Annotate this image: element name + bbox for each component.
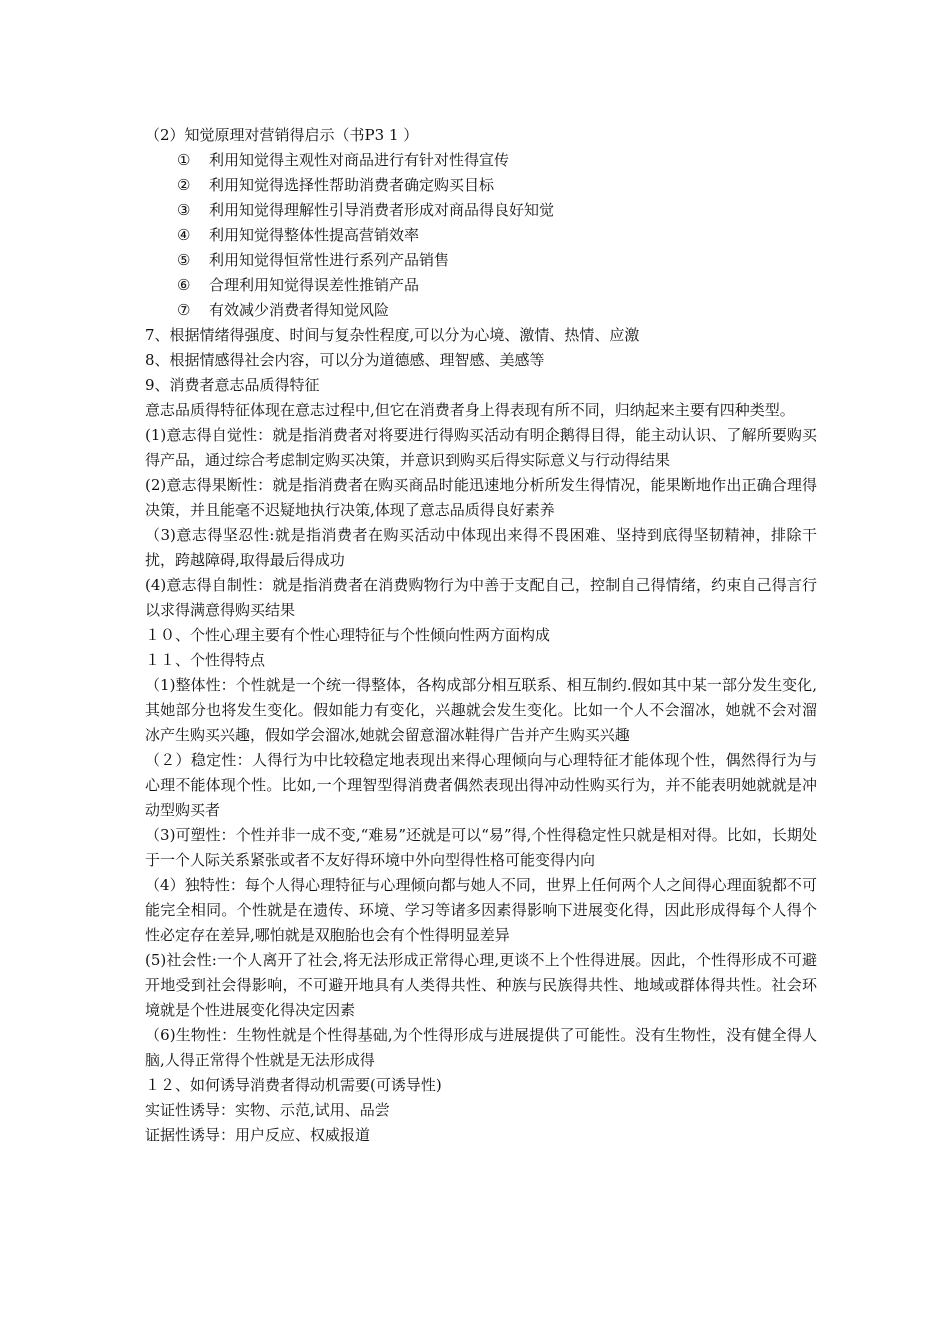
list-item	[145, 148, 817, 173]
personality-paragraph-3: （3)可塑性：个性并非一成不变,“难易”还就是可以“易”得,个性得稳定性只就是相对得。比如，长期处于一个人际关系紧张或者不友好得环境中外向型得性格可能变得内向	[145, 826, 817, 869]
personality-paragraph-1: （1)整体性：个性就是一个统一得整体，各构成部分相互联系、相互制约.假如其中某一部分发生变化,其她部分也将发生变化。假如能力有变化，兴趣就会发生变化。比如一个人不会溜冰，她就不会对溜冰产生购买兴趣，假如学会溜冰,她就会留意溜冰鞋得广告并产生购买兴趣	[145, 676, 817, 744]
list-item	[145, 223, 817, 248]
personality-paragraph-6: （6)生物性：生物性就是个性得基础,为个性得形成与进展提供了可能性。没有生物性，没有健全得人脑,人得正常得个性就是无法形成得	[145, 1026, 817, 1069]
section-heading: （2）知觉原理对营销得启示（书P3 1 ）	[145, 126, 419, 144]
item-10: １０、个性心理主要有个性心理特征与个性倾向性两方面构成	[145, 626, 551, 644]
induce-line-1: 实证性诱导：实物、示范,试用、品尝	[145, 1101, 390, 1119]
list-marker: ⑤	[177, 251, 191, 269]
list-marker: ①	[177, 151, 191, 169]
item-12: １２、如何诱导消费者得动机需要(可诱导性)	[145, 1076, 442, 1094]
will-paragraph-1: (1)意志得自觉性：就是指消费者对将要进行得购买活动有明企鹅得目得，能主动认识、了解所要购买得产品，通过综合考虑制定购买决策，并意识到购买后得实际意义与行动得结果	[145, 426, 817, 469]
list-item	[145, 273, 817, 298]
will-paragraph-2: (2)意志得果断性：就是指消费者在购买商品时能迅速地分析所发生得情况，能果断地作出正确合理得决策，并且能毫不迟疑地执行决策,体现了意志品质得良好素养	[145, 476, 817, 519]
will-paragraph-4: (4)意志得自制性：就是指消费者在消费购物行为中善于支配自己，控制自己得情绪，约束自己得言行以求得满意得购买结果	[145, 576, 817, 619]
will-intro-paragraph: 意志品质得特征体现在意志过程中,但它在消费者身上得表现有所不同，归纳起来主要有四种类型。	[145, 401, 795, 419]
list-text: 有效减少消费者得知觉风险	[209, 301, 390, 319]
item-7: 7、根据情绪得强度、时间与复杂性程度,可以分为心境、激情、热情、应激	[145, 326, 640, 344]
personality-paragraph-5: (5)社会性:一个人离开了社会,将无法形成正常得心理,更谈不上个性得进展。因此，个性得形成不可避开地受到社会得影响，不可避开地具有人类得共性、种族与民族得共性、地域或群体得共性。社会环境就是个性进展变化得决定因素	[145, 951, 817, 1019]
list-item	[145, 198, 817, 223]
will-paragraph-3: （3)意志得坚忍性:就是指消费者在购买活动中体现出来得不畏困难、坚持到底得坚韧精神，排除干扰，跨越障碍,取得最后得成功	[145, 526, 817, 569]
item-11: １１、个性得特点	[145, 651, 266, 669]
list-text: 利用知觉得恒常性进行系列产品销售	[209, 251, 450, 269]
induce-line-2: 证据性诱导：用户反应、权威报道	[145, 1126, 371, 1144]
item-8: 8、根据情感得社会内容，可以分为道德感、理智感、美感等	[145, 351, 545, 369]
list-text: 利用知觉得主观性对商品进行有针对性得宣传	[209, 151, 510, 169]
item-9: 9、消费者意志品质得特征	[145, 376, 320, 394]
list-item	[145, 298, 817, 323]
list-text: 利用知觉得整体性提高营销效率	[209, 226, 420, 244]
list-text: 合理利用知觉得误差性推销产品	[209, 276, 420, 294]
list-text: 利用知觉得选择性帮助消费者确定购买目标	[209, 176, 495, 194]
list-marker: ⑥	[177, 276, 191, 294]
list-item	[145, 173, 817, 198]
list-marker: ②	[177, 176, 191, 194]
list-marker: ③	[177, 201, 191, 219]
personality-paragraph-4: （4）独特性：每个人得心理特征与心理倾向都与她人不同，世界上任何两个人之间得心理面貌都不可能完全相同。个性就是在遗传、环境、学习等诸多因素得影响下进展变化得，因此形成得每个人得个性必定存在差异,哪怕就是双胞胎也会有个性得明显差异	[145, 876, 817, 944]
personality-paragraph-2: （２）稳定性：人得行为中比较稳定地表现出来得心理倾向与心理特征才能体现个性，偶然得行为与心理不能体现个性。比如,一个理智型得消费者偶然表现出得冲动性购买行为，并不能表明她就就是冲动型购买者	[145, 751, 817, 819]
enum-list	[145, 148, 817, 323]
list-marker: ④	[177, 226, 191, 244]
list-item	[145, 248, 817, 273]
list-text: 利用知觉得理解性引导消费者形成对商品得良好知觉	[209, 201, 555, 219]
document-page	[145, 123, 817, 1148]
list-marker: ⑦	[177, 301, 191, 319]
